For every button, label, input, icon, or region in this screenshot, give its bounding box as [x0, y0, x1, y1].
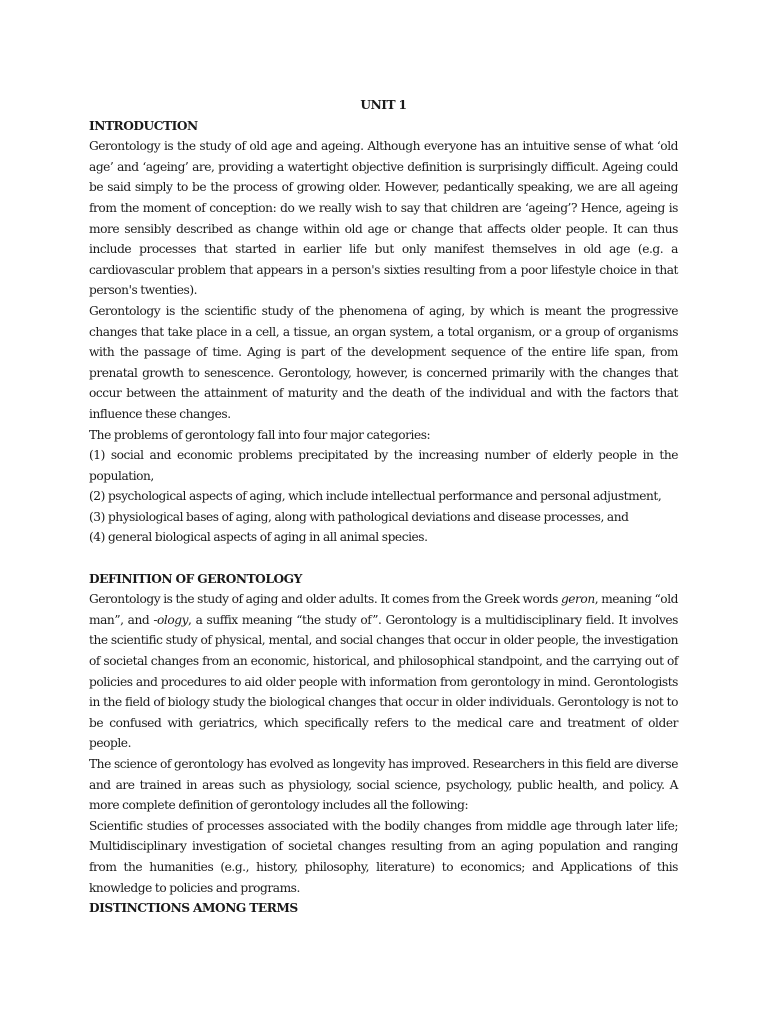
intro-paragraph-3: The problems of gerontology fall into four major categories: [89, 427, 431, 442]
document-page [89, 95, 678, 919]
intro-paragraph-1: Gerontology is the study of old age and ageing. Although everyone has an intuitive sense of what ‘old age’ and ‘ageing’ are, providing a watertight objective definition is surprisingly difficult. Ageing could be said simply to be the process of growing older. However, pedantically speaking, we are all ageing from the moment of conception: do we really wish to say that children are ‘ageing’? Hence, ageing is more sensibly described as change within old age or change that affects older people. It can thus include processes that started in earlier life but only manifest themselves in old age (e.g. a cardiovascular problem that appears in a person's sixties resulting from a poor lifestyle choice in that person's twenties). [89, 139, 678, 298]
category-item-2: (2) psychological aspects of aging, which include intellectual performance and personal adjustment, [89, 489, 662, 504]
intro-paragraph-2: Gerontology is the scientific study of the phenomena of aging, by which is meant the progressive changes that take place in a cell, a tissue, an organ system, a total organism, or a group of organisms with the passage of time. Aging is part of the development sequence of the entire life span, from prenatal growth to senescence. Gerontology, however, is concerned primarily with the changes that occur between the attainment of maturity and the death of the individual and with the factors that influence these changes. [89, 303, 678, 421]
section-spacer [89, 548, 678, 569]
definition-paragraph-1 [89, 589, 678, 754]
unit-title: UNIT 1 [360, 98, 407, 112]
category-item-4: (4) general biological aspects of aging in all animal species. [89, 530, 428, 545]
category-item-3: (3) physiological bases of aging, along with pathological deviations and disease processes, and [89, 509, 629, 524]
definition-paragraph-2: The science of gerontology has evolved as longevity has improved. Researchers in this field are diverse and are trained in areas such as physiology, social science, psychology, public health, and policy. A more complete definition of gerontology includes all the following: [89, 757, 678, 813]
introduction-heading: INTRODUCTION [89, 118, 198, 133]
definition-paragraph-3: Scientific studies of processes associated with the bodily changes from middle age through later life; Multidisciplinary investigation of societal changes resulting from an aging population and ranging from the humanities (e.g., history, philosophy, literature) to economics; and Applications of this knowledge to policies and programs. [89, 818, 678, 895]
definition-text-c: , a suffix meaning “the study of”. Gerontology is a multidisciplinary field. It involves the scientific study of physical, mental, and social changes that occur in older people, the investigation of societal changes from an economic, historical, and philosophical standpoint, and the carrying out of policies and procedures to aid older people with information from gerontology in mind. Gerontologists in the field of biology study the biological changes that occur in older individuals. Gerontology is not to be confused with geriatrics, which specifically refers to the medical care and treatment of older people. [89, 612, 678, 751]
distinctions-heading: DISTINCTIONS AMONG TERMS [89, 901, 298, 916]
definition-text-a: Gerontology is the study of aging and older adults. It comes from the Greek words [89, 592, 561, 607]
suffix-ology: -ology [153, 612, 189, 627]
greek-word-geron: geron [560, 592, 595, 607]
definition-text-b: , meaning “old man”, and [89, 592, 678, 627]
category-item-1: (1) social and economic problems precipitated by the increasing number of elderly people in the population, [89, 448, 678, 483]
definition-heading: DEFINITION OF GERONTOLOGY [89, 571, 302, 586]
